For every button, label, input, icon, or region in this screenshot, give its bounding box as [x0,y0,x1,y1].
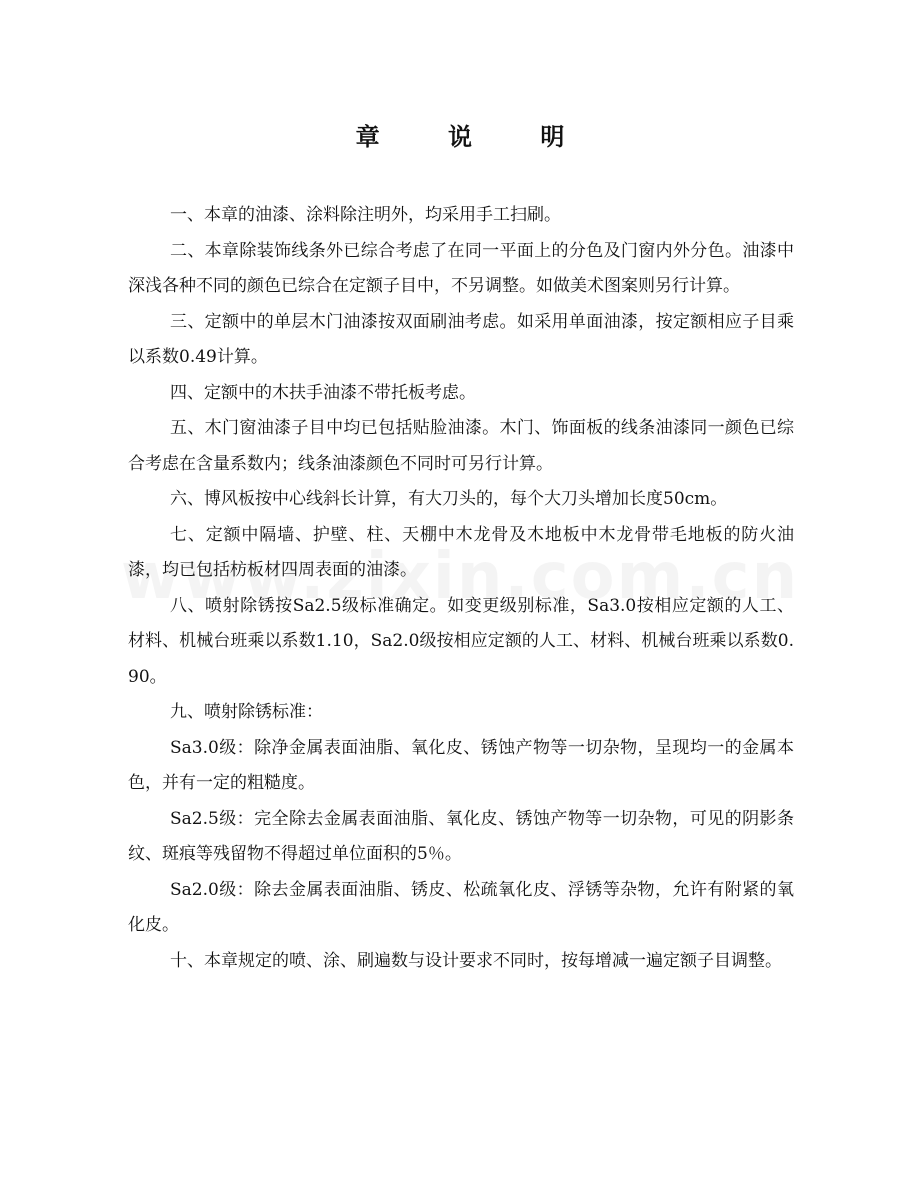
page-title: 章 说 明 [355,122,595,151]
paragraph-10: 十、本章规定的喷、涂、刷遍数与设计要求不同时，按每增减一遍定额子目调整。 [170,950,782,971]
paragraph-9: 九、喷射除锈标准： [170,702,323,722]
paragraph-sa20: Sa2.0级：除去金属表面油脂、锈皮、松疏氧化皮、浮锈等杂物，允许有附紧的氧化皮。 [128,879,794,935]
paragraph-4: 四、定额中的木扶手油漆不带托板考虑。 [170,382,476,403]
paragraph-8: 八、喷射除锈按Sa2.5级标准确定。如变更级别标准，Sa3.0按相应定额的人工、材料、机械台班乘以系数1.10，Sa2.0级按相应定额的人工、材料、机械台班乘以系数0.90。 [128,595,794,687]
paragraph-5: 五、木门窗油漆子目中均已包括贴脸油漆。木门、饰面板的线条油漆同一颜色已综合考虑在含量系数内；线条油漆颜色不同时可另行计算。 [128,418,794,474]
paragraph-7: 七、定额中隔墙、护壁、柱、天棚中木龙骨及木地板中木龙骨带毛地板的防火油漆，均已包括枋板材四周表面的油漆。 [128,524,794,580]
paragraph-sa30: Sa3.0级：除净金属表面油脂、氧化皮、锈蚀产物等一切杂物，呈现均一的金属本色，并有一定的粗糙度。 [128,737,794,793]
paragraph-2: 二、本章除装饰线条外已综合考虑了在同一平面上的分色及门窗内外分色。油漆中深浅各种不同的颜色已综合在定额子目中，不另调整。如做美术图案则另行计算。 [128,240,794,296]
document-body [128,198,794,979]
paragraph-3: 三、定额中的单层木门油漆按双面刷油考虑。如采用单面油漆，按定额相应子目乘以系数0.49计算。 [128,311,794,367]
paragraph-sa25: Sa2.5级：完全除去金属表面油脂、氧化皮、锈蚀产物等一切杂物，可见的阴影条纹、斑痕等残留物不得超过单位面积的5％。 [128,808,794,864]
paragraph-1: 一、本章的油漆、涂料除注明外，均采用手工扫刷。 [170,205,561,225]
paragraph-6: 六、博风板按中心线斜长计算，有大刀头的，每个大刀头增加长度50cm。 [170,489,728,509]
